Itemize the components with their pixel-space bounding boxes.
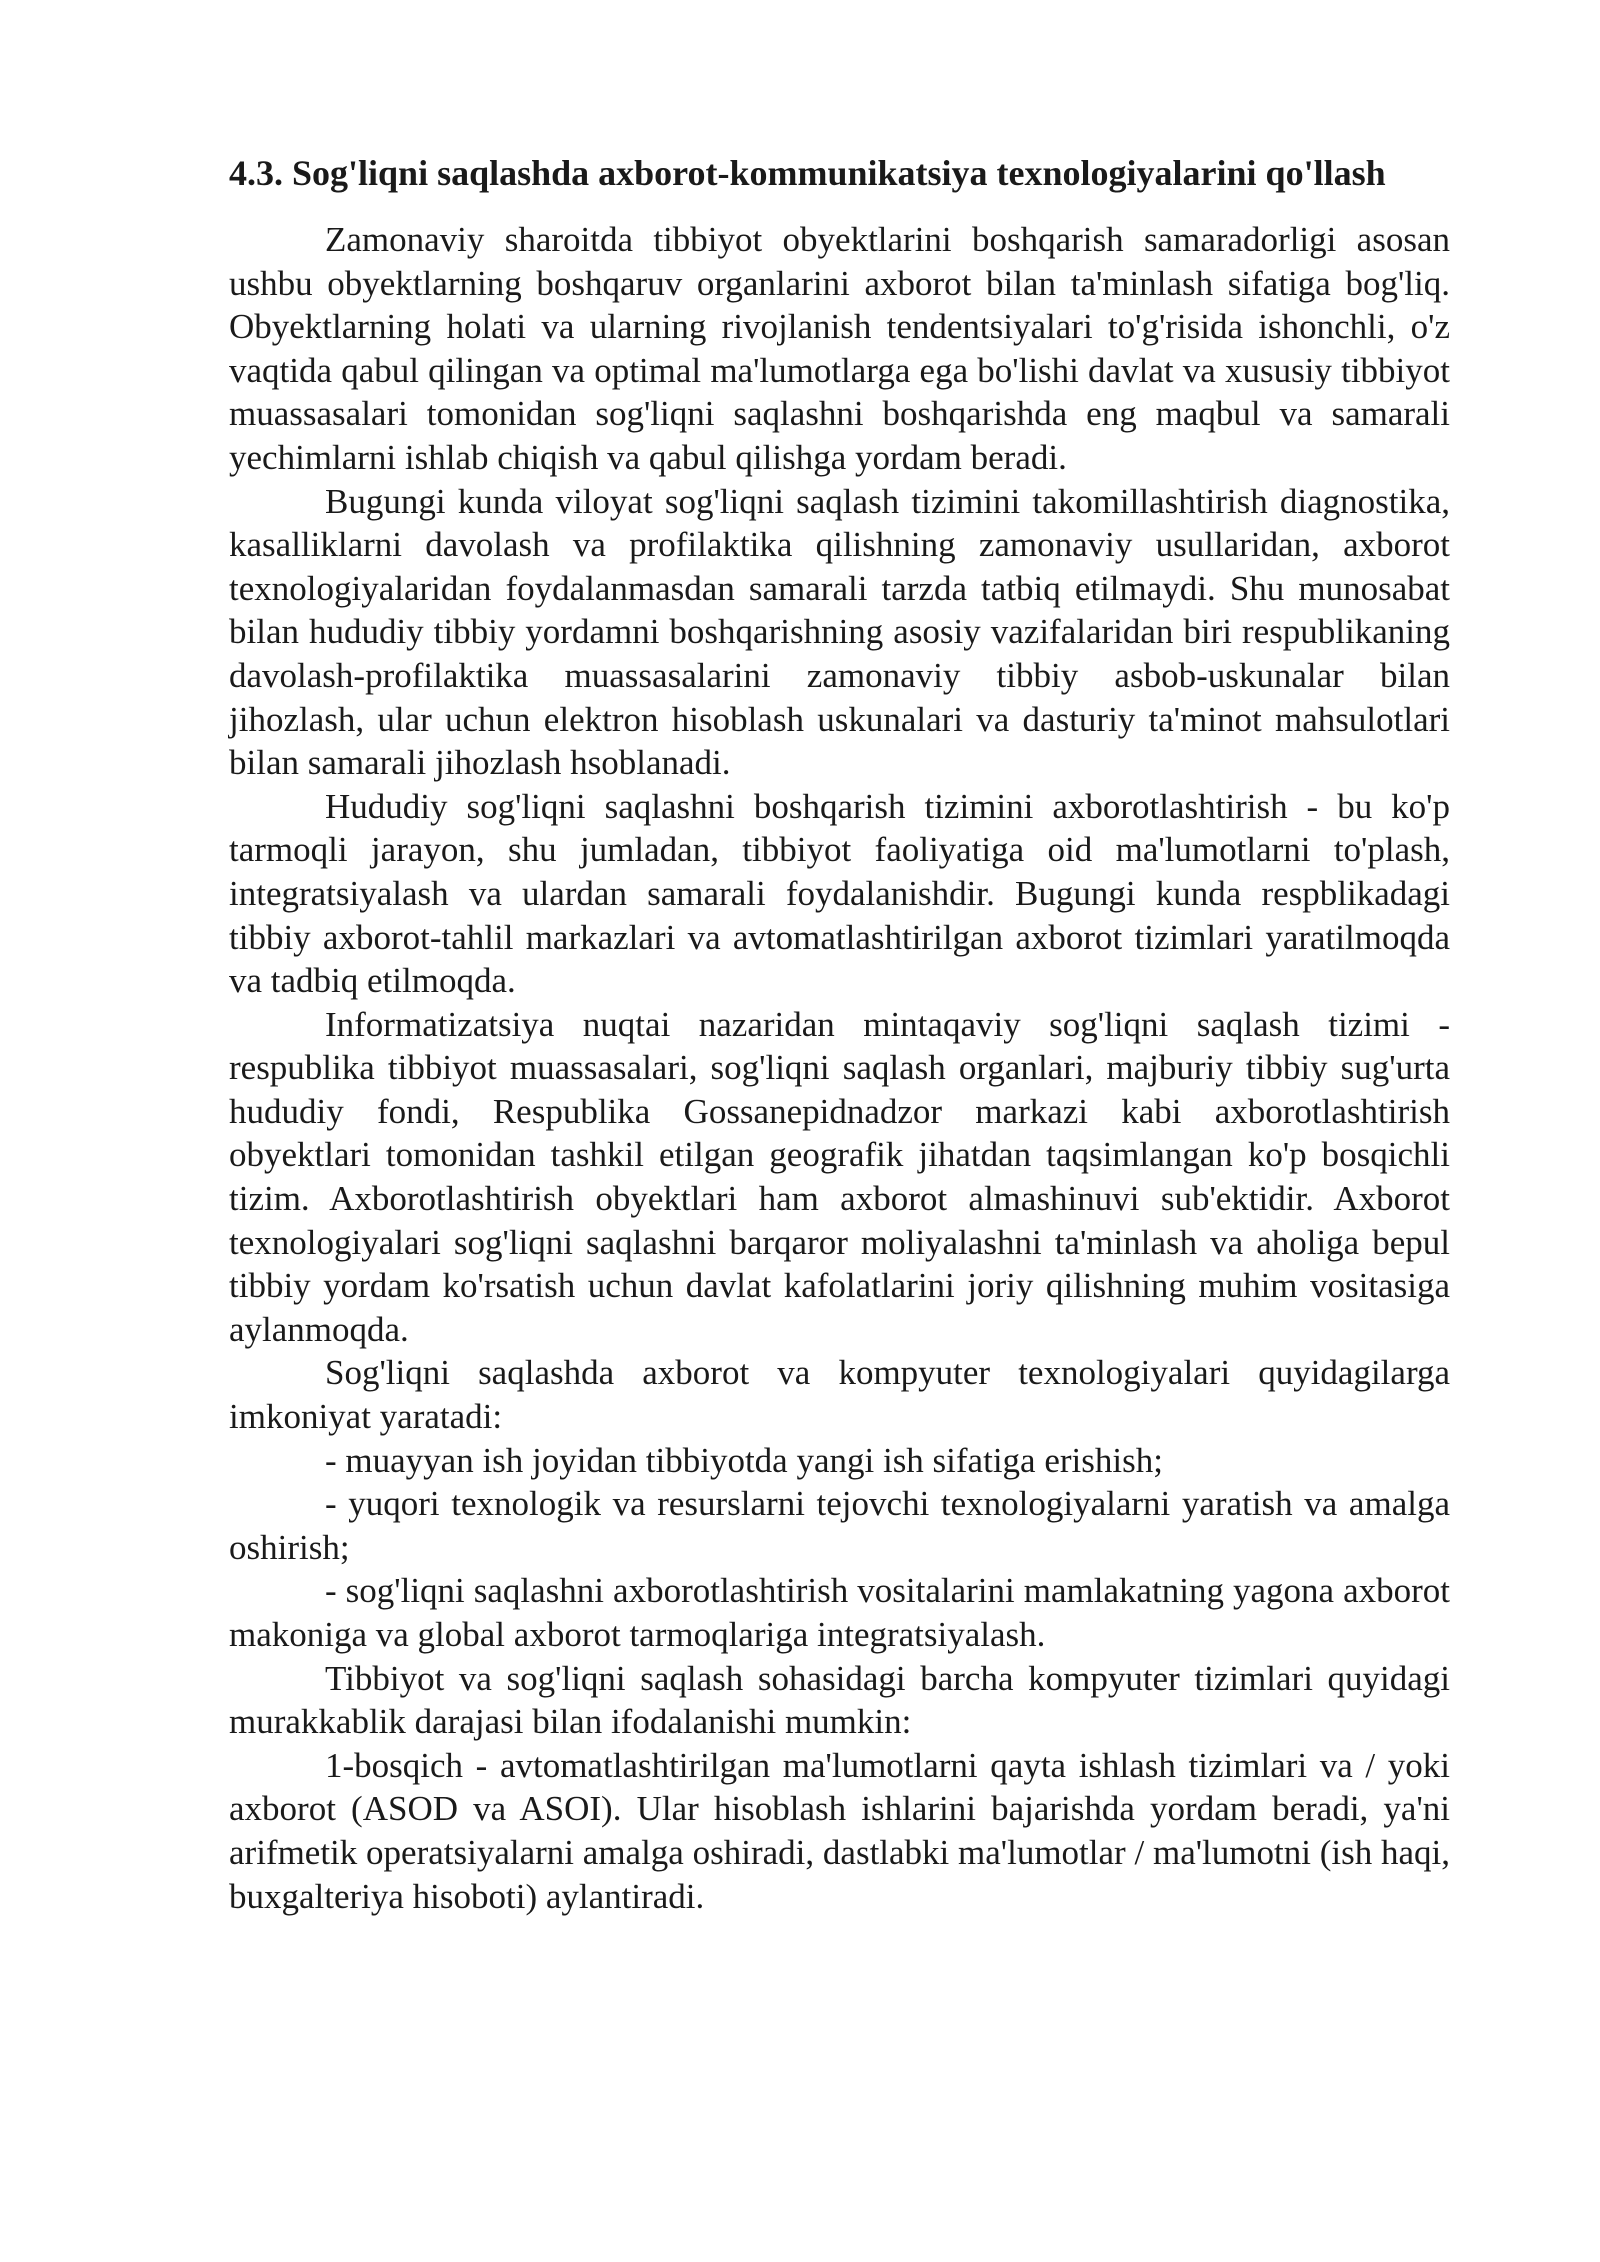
paragraph: 1-bosqich - avtomatlashtirilgan ma'lumotlarni qayta ishlash tizimlari va / yoki axborot (ASOD va ASOI). Ular hisoblash ishlarini bajarishda yordam beradi, ya'ni arifmetik operatsiyalarni amalga oshiradi, dastlabki ma'lumotlar / ma'lumotni (ish haqi, buxgalteriya hisoboti) aylantiradi. xyxy=(229,1745,1450,1916)
list-item: - yuqori texnologik va resurslarni tejovchi texnologiyalarni yaratish va amalga oshirish; xyxy=(229,1484,1450,1567)
section-heading: 4.3. Sog'liqni saqlashda axborot-kommunikatsiya texnologiyalarini qo'llash xyxy=(229,153,1386,193)
paragraph: Sog'liqni saqlashda axborot va kompyuter texnologiyalari quyidagilarga imkoniyat yaratadi: xyxy=(229,1353,1450,1437)
paragraph: Bugungi kunda viloyat sog'liqni saqlash tizimini takomillashtirish diagnostika, kasalliklarni davolash va profilaktika qilishning zamonaviy usullaridan, axborot texnologiyalaridan foydalanmasdan samarali tarzda tatbiq etilmaydi. Shu munosabat bilan hududiy tibbiy yordamni boshqarishning asosiy vazifalaridan biri respublikaning davolash-profilaktika muassasalarini zamonaviy tibbiy asbob-uskunalar bilan jihozlash, ular uchun elektron hisoblash uskunalari va dasturiy ta'minot mahsulotlari bilan samarali jihozlash hsoblanadi. xyxy=(229,481,1450,783)
list-item: - muayyan ish joyidan tibbiyotda yangi ish sifatiga erishish; xyxy=(325,1440,1163,1480)
paragraph: Zamonaviy sharoitda tibbiyot obyektlarini boshqarish samaradorligi asosan ushbu obyektlarning boshqaruv organlarini axborot bilan ta'minlash sifatiga bog'liq. Obyektlarning holati va ularning rivojlanish tendentsiyalari to'g'risida ishonchli, o'z vaqtida qabul qilingan va optimal ma'lumotlarga ega bo'lishi davlat va xususiy tibbiyot muassasalari tomonidan sog'liqni saqlashni boshqarishda eng maqbul va samarali yechimlarni ishlab chiqish va qabul qilishga yordam beradi. xyxy=(229,220,1450,477)
paragraph: Tibbiyot va sog'liqni saqlash sohasidagi barcha kompyuter tizimlari quyidagi murakkablik darajasi bilan ifodalanishi mumkin: xyxy=(229,1658,1450,1742)
list-item: - sog'liqni saqlashni axborotlashtirish vositalarini mamlakatning yagona axborot makoniga va global axborot tarmoqlariga integratsiyalash. xyxy=(229,1571,1450,1654)
paragraph: Hududiy sog'liqni saqlashni boshqarish tizimini axborotlashtirish - bu ko'p tarmoqli jarayon, shu jumladan, tibbiyot faoliyatiga oid ma'lumotlarni to'plash, integratsiyalash va ulardan samarali foydalanishdir. Bugungi kunda respblikadagi tibbiy axborot-tahlil markazlari va avtomatlashtirilgan axborot tizimlari yaratilmoqda va tadbiq etilmoqda. xyxy=(229,786,1450,1001)
paragraph: Informatizatsiya nuqtai nazaridan mintaqaviy sog'liqni saqlash tizimi - respublika tibbiyot muassasalari, sog'liqni saqlash organlari, majburiy tibbiy sug'urta hududiy fondi, Respublika Gossanepidnadzor markazi kabi axborotlashtirish obyektlari tomonidan tashkil etilgan geografik jihatdan taqsimlangan ko'p bosqichli tizim. Axborotlashtirish obyektlari ham axborot almashinuvi sub'ektidir. Axborot texnologiyalari sog'liqni saqlashni barqaror moliyalashni ta'minlash va aholiga bepul tibbiy yordam ko'rsatish uchun davlat kafolatlarini joriy qilishning muhim vositasiga aylanmoqda. xyxy=(229,1004,1450,1349)
document-page xyxy=(229,148,1450,1918)
document-body xyxy=(229,218,1450,1918)
